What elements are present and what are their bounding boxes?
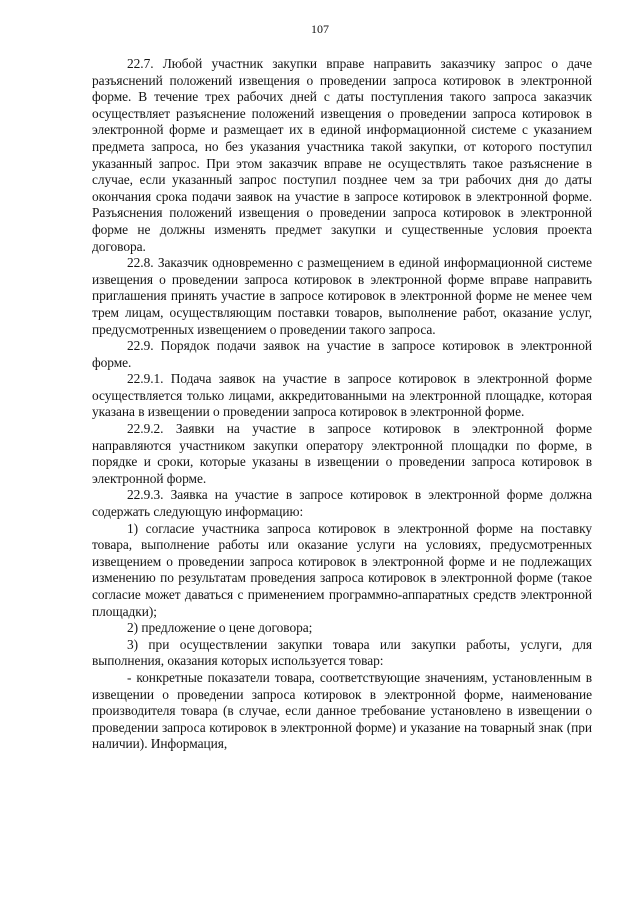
list-item-3: 3) при осуществлении закупки товара или закупки работы, услуги, для выполнения, оказания которых используется товар: bbox=[92, 636, 592, 669]
list-item-2: 2) предложение о цене договора; bbox=[127, 620, 313, 636]
body-text bbox=[92, 56, 592, 753]
paragraph-22-9-3: 22.9.3. Заявка на участие в запросе котировок в электронной форме должна содержать следующую информацию: bbox=[92, 487, 592, 520]
paragraph-22-7: 22.7. Любой участник закупки вправе направить заказчику запрос о даче разъяснений положений извещения о проведении запроса котировок в электронной форме. В течение трех рабочих дней с даты поступления такого запроса заказчик осуществляет разъяснение положений извещения о проведении запроса котировок в электронной форме и размещает их в единой информационной системе с указанием предмета запроса, но без указания участника такой закупки, от которого поступил указанный запрос. При этом заказчик вправе не осуществлять такое разъяснение в случае, если указанный запрос поступил позднее чем за три рабочих дня до даты окончания срока подачи заявок на участие в запросе котировок в электронной форме. Разъяснения положений извещения о проведении запроса котировок в электронной форме не должны изменять предмет закупки и существенные условия проекта договора. bbox=[92, 56, 592, 254]
list-item-1: 1) согласие участника запроса котировок в электронной форме на поставку товара, выполнение работы или оказание услуги на условиях, предусмотренных извещением о проведении запроса котировок в электронной форме и не подлежащих изменению по результатам проведения запроса котировок в электронной форме (такое согласие может даваться с применением программно-аппаратных средств электронной площадки); bbox=[92, 520, 592, 619]
paragraph-22-8: 22.8. Заказчик одновременно с размещением в единой информационной системе извещения о проведении запроса котировок в электронной форме вправе направить приглашения принять участие в запросе котировок в электронной форме не менее чем трем лицам, осуществляющим поставки товаров, выполнение работ, оказание услуг, предусмотренных извещением о проведении такого запроса. bbox=[92, 255, 592, 337]
paragraph-22-9-2: 22.9.2. Заявки на участие в запросе котировок в электронной форме направляются участником закупки оператору электронной площадки по форме, в порядке и сроки, которые указаны в извещении о проведении запроса котировок в электронной форме. bbox=[92, 421, 592, 486]
dash-item: - конкретные показатели товара, соответствующие значениям, установленным в извещении о проведении запроса котировок в электронной форме, наименование производителя товара (в случае, если данное требование установлено в извещении о проведении запроса котировок в электронной форме) и указание на товарный знак (при наличии). Информация, bbox=[92, 669, 592, 752]
page-number: 107 bbox=[311, 22, 329, 36]
paragraph-22-9-1: 22.9.1. Подача заявок на участие в запросе котировок в электронной форме осуществляется только лицами, аккредитованными на электронной площадке, которая указана в извещении о проведении запроса котировок в электронной форме. bbox=[92, 371, 592, 420]
paragraph-22-9: 22.9. Порядок подачи заявок на участие в запросе котировок в электронной форме. bbox=[92, 338, 592, 370]
